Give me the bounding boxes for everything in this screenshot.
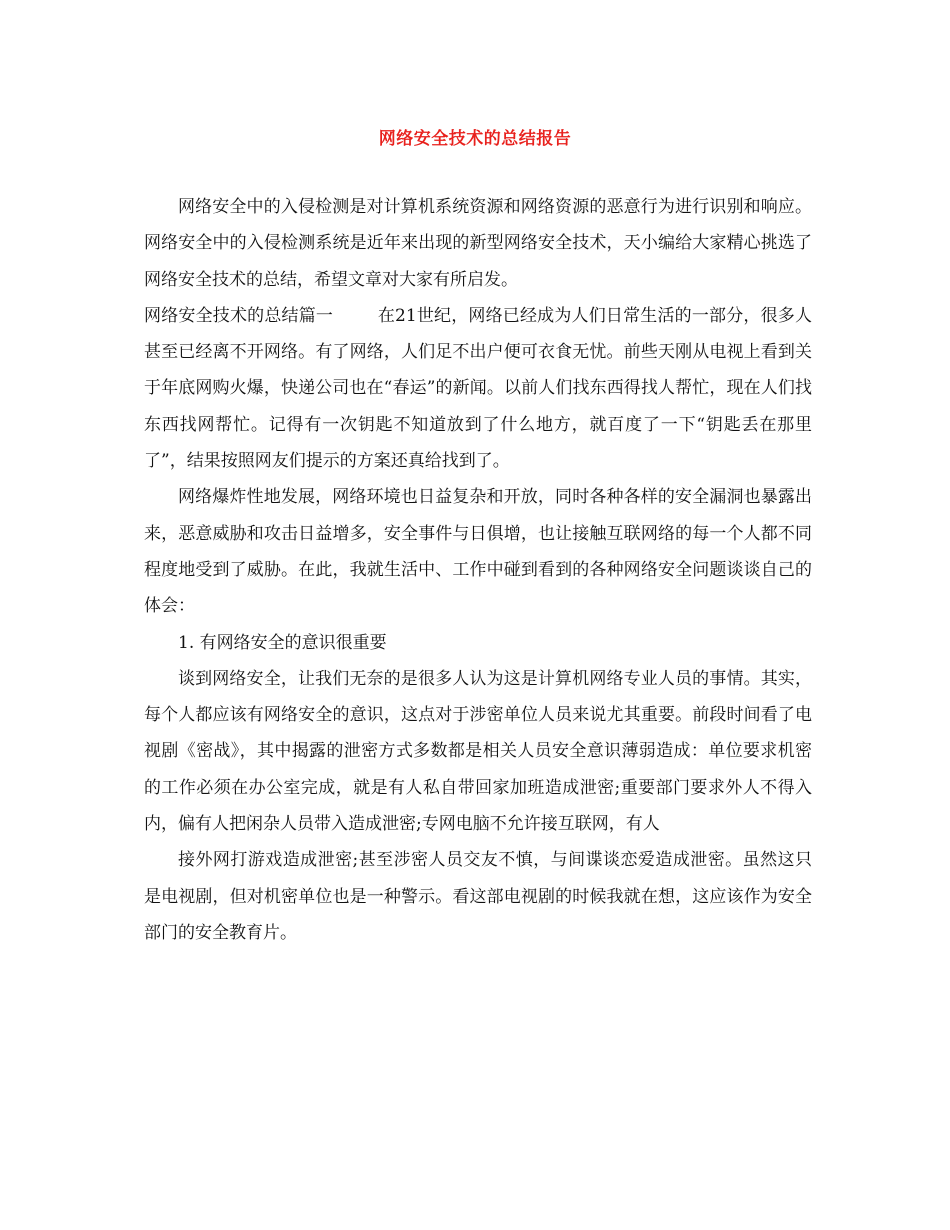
body-paragraph-tv-drama: 接外网打游戏造成泄密;甚至涉密人员交友不慎，与间谍谈恋爱造成泄密。虽然这只是电视剧，但对机密单位也是一种警示。看这部电视剧的时候我就在想，这应该作为安全部门的安全教育片。 [144, 850, 812, 943]
document-title: 网络安全技术的总结报告 [378, 129, 572, 149]
body-paragraph-threats: 网络爆炸性地发展，网络环境也日益复杂和开放，同时各种各样的安全漏洞也暴露出来，恶意威胁和攻击日益增多，安全事件与日俱增，也让接触互联网络的每一个人都不同程度地受到了威胁。在此，我就生活中、工作中碰到看到的各种网络安全问题谈谈自己的体会： [144, 487, 812, 617]
document-body [144, 189, 812, 951]
section-one-text: 在21世纪，网络已经成为人们日常生活的一部分，很多人甚至已经离不开网络。有了网络，人们足不出户便可衣食无忧。前些天刚从电视上看到关于年底网购火爆，快递公司也在“春运”的新闻。以前人们找东西得找人帮忙，现在人们找东西找网帮忙。记得有一次钥匙不知道放到了什么地方，就百度了一下“钥匙丢在那里了”，结果按照网友们提示的方案还真给找到了。 [144, 305, 812, 472]
subheading-awareness: 1. 有网络安全的意识很重要 [178, 632, 387, 653]
section-one-gap [333, 306, 378, 326]
intro-paragraph: 网络安全中的入侵检测是对计算机系统资源和网络资源的恶意行为进行识别和响应。网络安全中的入侵检测系统是近年来出现的新型网络安全技术，天小编给大家精心挑选了网络安全技术的总结，希望文章对大家有所启发。 [144, 197, 812, 290]
section-one-paragraph [144, 298, 812, 479]
body-paragraph-awareness: 谈到网络安全，让我们无奈的是很多人认为这是计算机网络专业人员的事情。其实，每个人都应该有网络安全的意识，这点对于涉密单位人员来说尤其重要。前段时间看了电视剧《密战》，其中揭露的泄密方式多数都是相关人员安全意识薄弱造成：单位要求机密的工作必须在办公室完成，就是有人私自带回家加班造成泄密;重要部门要求外人不得入内，偏有人把闲杂人员带入造成泄密;专网电脑不允许接互联网，有人 [144, 668, 812, 835]
section-one-heading: 网络安全技术的总结篇一 [144, 305, 334, 326]
